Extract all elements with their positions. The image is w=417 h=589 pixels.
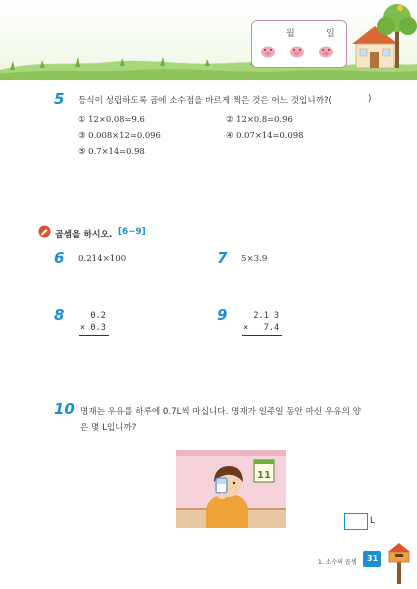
section-title: 곱셈을 하시오. <box>55 230 113 240</box>
calendar-day: 11 <box>257 470 271 481</box>
footer-chapter: 1. 소수의 곱셈 <box>318 559 357 566</box>
pig-icon <box>318 45 334 58</box>
section-range: [6~9] <box>118 227 146 237</box>
answer-input-box[interactable] <box>344 513 368 530</box>
q5-option-3[interactable]: ③ 0.008×12=0.096 <box>78 130 161 140</box>
date-box <box>251 20 347 68</box>
boy-drinking-milk-illustration <box>176 450 286 528</box>
grass-banner <box>0 0 417 80</box>
page-number: 31 <box>367 554 379 563</box>
mailbox-icon <box>386 540 412 584</box>
pig-icon <box>289 45 305 58</box>
question-9-line1: 2.1 3 <box>243 311 280 321</box>
answer-unit: L <box>370 516 376 526</box>
q5-option-4[interactable]: ④ 0.07×14=0.098 <box>226 130 304 140</box>
question-5-paren-close: ) <box>368 94 372 104</box>
question-10-number: 10 <box>54 400 75 418</box>
month-label: 월 <box>286 29 295 39</box>
question-9-rule <box>242 335 282 336</box>
question-8-number: 8 <box>54 306 65 324</box>
question-9-number: 9 <box>217 306 228 324</box>
question-8-rule <box>79 335 109 336</box>
q5-option-1[interactable]: ① 12×0.08=9.6 <box>78 114 145 124</box>
question-10-line2: 은 몇 L입니까? <box>80 423 137 433</box>
page-number-badge <box>363 551 381 567</box>
question-7-expression: 5×3.9 <box>241 254 268 264</box>
question-5-number: 5 <box>54 90 65 108</box>
question-6-expression: 0.214×100 <box>78 254 127 264</box>
pig-icon <box>260 45 276 58</box>
question-9-line2: × 7.4 <box>243 323 280 333</box>
q5-option-2[interactable]: ② 12×0.8=0.96 <box>226 114 293 124</box>
pencil-badge-icon <box>38 225 51 238</box>
day-label: 일 <box>326 29 335 39</box>
question-5-text: 등식이 성립하도록 곱에 소수점을 바르게 찍은 것은 어느 것입니까?( <box>78 96 332 106</box>
question-10-line1: 명재는 우유를 하루에 0.7L씩 마십니다. 명재가 일주일 동안 마신 우유의 양 <box>80 407 361 417</box>
question-6-number: 6 <box>54 249 65 267</box>
question-8-line1: 0.2 <box>80 311 106 321</box>
header-decoration <box>0 0 417 80</box>
question-7-number: 7 <box>217 249 228 267</box>
q5-option-5[interactable]: ⑤ 0.7×14=0.98 <box>78 146 145 156</box>
question-8-line2: × 0.3 <box>80 323 106 333</box>
